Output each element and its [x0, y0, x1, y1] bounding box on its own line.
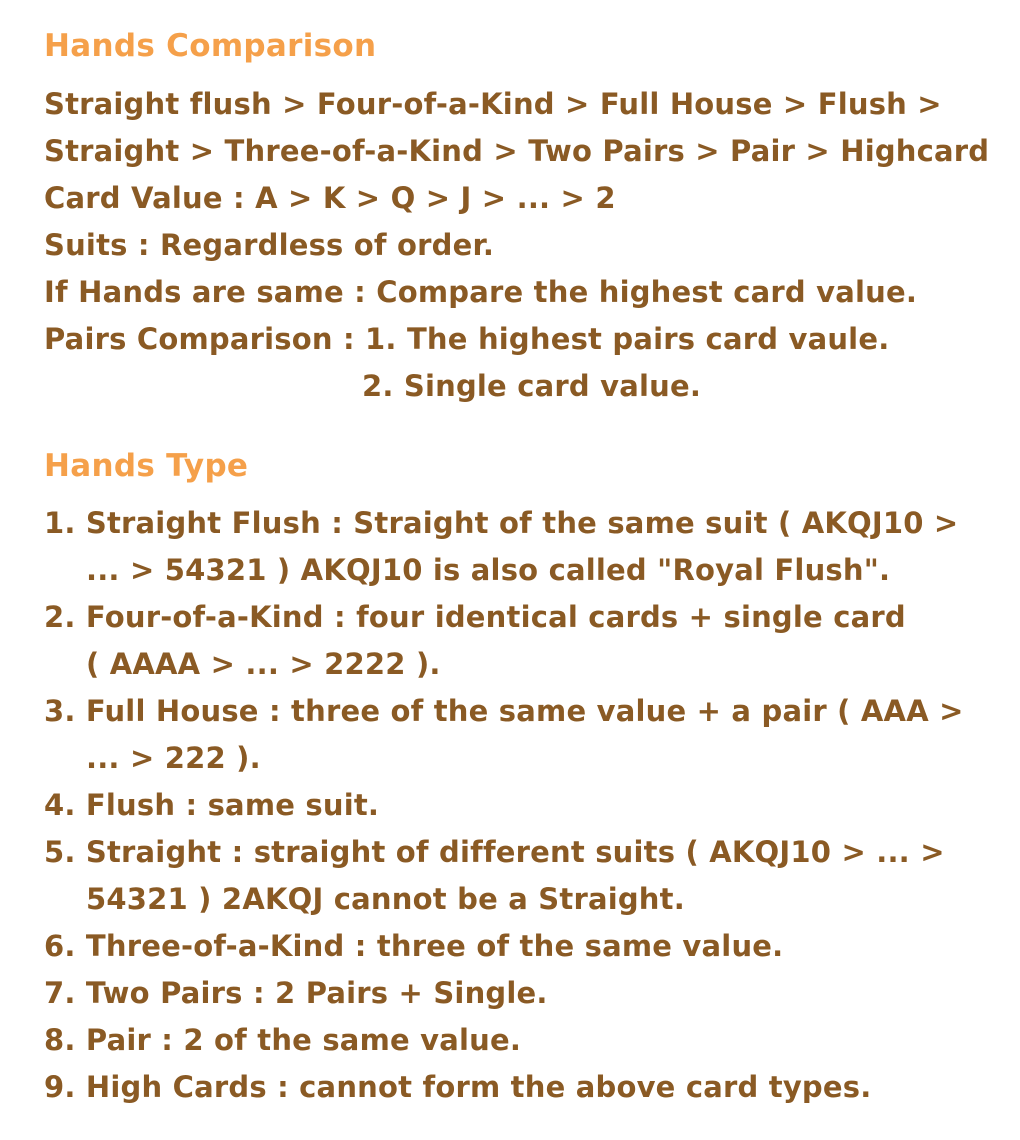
- hand-type-item-continued: ... > 222 ).: [86, 741, 261, 775]
- pairs-comparison-line: Pairs Comparison : 1. The highest pairs card vaule.: [44, 322, 890, 356]
- hand-type-item: 5. Straight : straight of different suits ( AKQJ10 > ... >: [44, 835, 945, 869]
- pairs-comparison-line-2: 2. Single card value.: [362, 369, 702, 403]
- hand-type-item: 2. Four-of-a-Kind : four identical cards + single card: [44, 600, 906, 634]
- hand-type-item: 9. High Cards : cannot form the above card types.: [44, 1070, 872, 1104]
- ranking-line-1: Straight flush > Four-of-a-Kind > Full House > Flush >: [44, 87, 942, 121]
- hand-type-item: 7. Two Pairs : 2 Pairs + Single.: [44, 976, 548, 1010]
- hand-type-item: 3. Full House : three of the same value + a pair ( AAA >: [44, 694, 964, 728]
- card-value-line: Card Value : A > K > Q > J > ... > 2: [44, 181, 616, 215]
- ranking-line-2: Straight > Three-of-a-Kind > Two Pairs > Pair > Highcard: [44, 134, 990, 168]
- hand-type-item: 1. Straight Flush : Straight of the same suit ( AKQJ10 >: [44, 506, 959, 540]
- suits-line: Suits : Regardless of order.: [44, 228, 495, 262]
- hand-type-item: 8. Pair : 2 of the same value.: [44, 1023, 522, 1057]
- hand-type-item: 6. Three-of-a-Kind : three of the same value.: [44, 929, 784, 963]
- hand-type-item: 4. Flush : same suit.: [44, 788, 380, 822]
- hand-type-item-continued: ( AAAA > ... > 2222 ).: [86, 647, 441, 681]
- hand-type-item-continued: 54321 ) 2AKQJ cannot be a Straight.: [86, 882, 685, 916]
- same-hands-line: If Hands are same : Compare the highest card value.: [44, 275, 918, 309]
- hands-comparison-title: Hands Comparison: [44, 28, 377, 64]
- hands-type-title: Hands Type: [44, 448, 249, 484]
- hand-type-item-continued: ... > 54321 ) AKQJ10 is also called "Royal Flush".: [86, 553, 891, 587]
